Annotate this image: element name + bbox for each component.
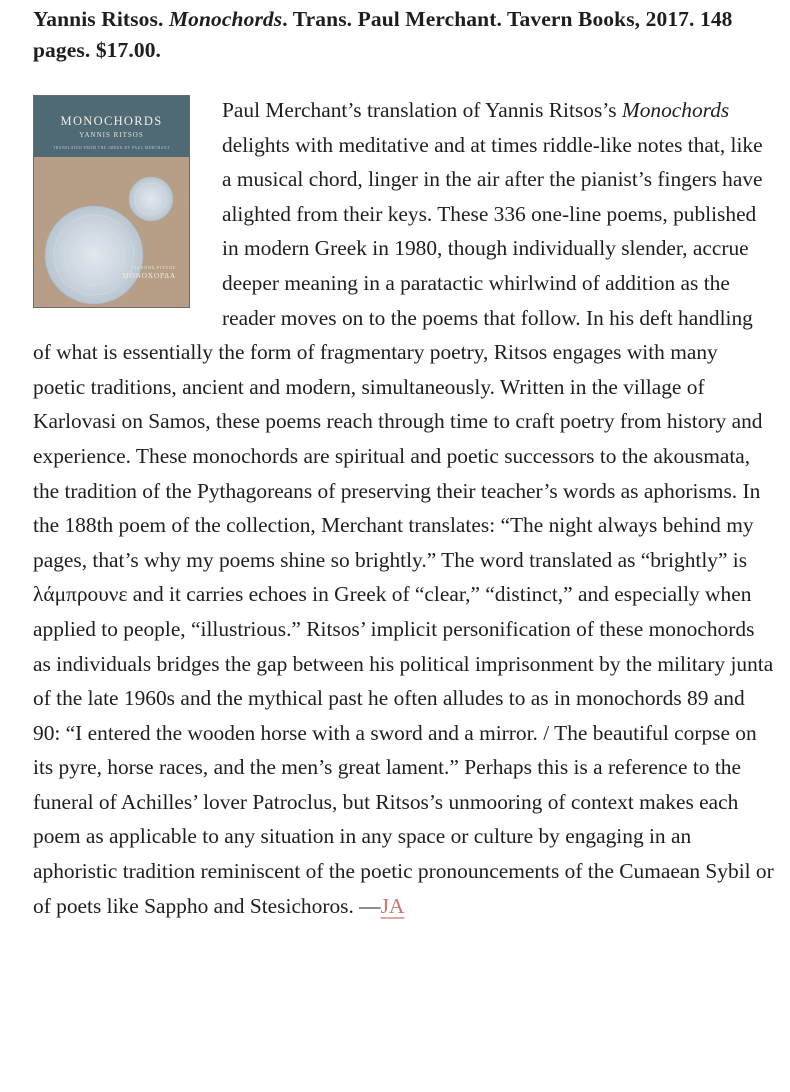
- book-citation: [33, 4, 775, 66]
- large-circle: [45, 206, 143, 304]
- cover-greek-title: ΜΟΝΟΧΟΡΔΑ: [122, 272, 176, 280]
- citation-author: Yannis Ritsos.: [33, 7, 164, 31]
- review-body: [33, 93, 775, 923]
- small-circle: [129, 177, 173, 221]
- cover-title: MONOCHORDS: [60, 114, 163, 128]
- cover-subtitle: TRANSLATED FROM THE GREEK BY PAUL MERCHANT: [53, 146, 170, 150]
- review-text-main: delights with meditative and at times riddle-like notes that, like a musical chord, linger in the air after the pianist’s fingers have alighted from their keys. These 336 one-line poems, published in modern Greek in 1980, though individually slender, accrue deeper meaning in a paratactic whirlwind of addition as the reader moves on to the poems that follow. In his deft handling of what is essentially the form of fragmentary poetry, Ritsos engages with many poetic traditions, ancient and modern, simultaneously. Written in the village of Karlovasi on Samos, these poems reach through time to craft poetry from history and experience. These monochords are spiritual and poetic successors to the akousmata, the tradition of the Pythagoreans of preserving their teacher’s words as aphorisms. In the 188th poem of the collection, Merchant translates: “The night always behind my pages, that’s why my poems shine so brightly.” The word translated as “brightly” is λάμπρουνε and it carries echoes in Greek of “clear,” “distinct,” and especially when applied to people, “illustrious.” Ritsos’ implicit personification of these monochords as individuals bridges the gap between his political imprisonment by the military junta of the late 1960s and the mythical past he often alludes to as in monochords 89 and 90: “I entered the wooden horse with a sword and a mirror. / The beautiful corpse on its pyre, horse races, and the men’s great lament.” Perhaps this is a reference to the funeral of Achilles’ lover Patroclus, but Ritsos’s unmooring of context makes each poem as applicable to any situation in any space or culture by engaging in an aphoristic tradition reminiscent of the poetic pronouncements of the Cumaean Sybil or of poets like Sappho and Stesichoros. —: [33, 132, 774, 918]
- cover-greek-author: ΓΙΑΝΝΗΣ ΡΙΤΣΟΣ: [131, 265, 176, 270]
- cover-author: YANNIS RITSOS: [79, 131, 144, 139]
- book-cover-image: [33, 95, 190, 308]
- citation-details: . Trans. Paul Merchant. Tavern Books, 2017. 148 pages. $17.00.: [33, 7, 733, 62]
- review-entry: [33, 4, 775, 923]
- reviewer-initials-link[interactable]: JA: [380, 893, 405, 918]
- review-text-title: Monochords: [621, 98, 730, 122]
- review-text-intro: Paul Merchant’s translation of Yannis Ritsos’s: [222, 98, 622, 122]
- citation-title: Monochords: [168, 7, 283, 31]
